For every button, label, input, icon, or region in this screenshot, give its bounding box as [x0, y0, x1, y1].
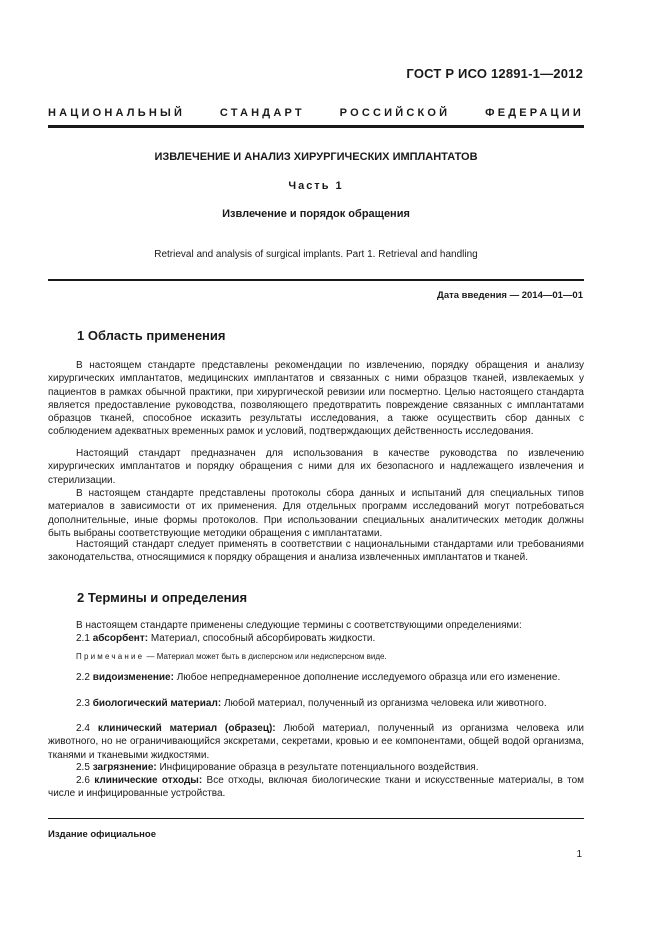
- term: клинические отходы:: [94, 775, 203, 786]
- footer-divider: [48, 818, 584, 819]
- paragraph: В настоящем стандарте представлены рекомендации по извлечению, порядку обращения и анализу хирургических имплантатов, медицинских имплантатов и связанных с ними образцов тканей, извлекаемых у пациентов в рамках обычной практики, при хирургической ревизии или посмертно. Целью настоящего стандарта является предоставление руководства, позволяющего предотвратить повреждение связанных с имплантатами образцов тканей, способное исказить результаты исследования, а также осуществить сбор данных с соблюдением адекватных временных рамок и условий, подтверждающих действенность исследования.: [48, 360, 584, 438]
- definition: Любой материал, полученный из организма человека или животного.: [221, 698, 547, 709]
- term-definition: [48, 632, 584, 645]
- paragraph: В настоящем стандарте применены следующие термины с соответствующими определениями:: [76, 620, 522, 631]
- definition: Все отходы, включая биологические ткани и искусственные материалы, в том числе и инфицированные устройства.: [48, 775, 585, 800]
- standard-code: ГОСТ Р ИСО 12891-1—2012: [406, 66, 583, 81]
- term: абсорбент:: [92, 633, 149, 644]
- edition-label: Издание официальное: [48, 829, 156, 840]
- definition: Любое непреднамеренное дополнение исследуемого образца или его изменение.: [173, 672, 561, 683]
- paragraph: Настоящий стандарт следует применять в соответствии с национальными стандартами или требованиями законодательства, относящимися к порядку обращения и анализа извлеченных имплантатов и тканей.: [48, 539, 584, 564]
- term-number: 2.1: [76, 633, 90, 644]
- term-definition: [48, 697, 584, 710]
- term-definition: [48, 774, 584, 801]
- section-heading: 1 Область применения: [77, 328, 226, 343]
- term-number: 2.3: [76, 698, 90, 709]
- banner-word: НАЦИОНАЛЬНЫЙ: [48, 107, 186, 119]
- term-number: 2.6: [76, 775, 90, 786]
- title-divider: [48, 279, 584, 281]
- note-label: Примечание: [76, 652, 145, 661]
- definition: Инфицирование образца в результате потенциального воздействия.: [156, 762, 479, 773]
- document-title: ИЗВЛЕЧЕНИЕ И АНАЛИЗ ХИРУРГИЧЕСКИХ ИМПЛАНТАТОВ: [154, 151, 478, 163]
- definition: Любой материал, полученный из организма человека или животного, но не ограничивающийся экскретами, секретами, кровью и ее компонентами, общей водой организма, тканями и тканевыми жидкостями.: [48, 723, 585, 761]
- part-label: Часть 1: [288, 180, 344, 192]
- effective-date: Дата введения — 2014—01—01: [437, 290, 583, 301]
- definition: Материал, способный абсорбировать жидкости.: [148, 633, 376, 644]
- term: видоизменение:: [92, 672, 174, 683]
- term: загрязнение:: [92, 762, 157, 773]
- term-definition: [48, 722, 584, 762]
- banner-word: СТАНДАРТ: [219, 107, 305, 119]
- term-number: 2.2: [76, 672, 90, 683]
- term-definition: [48, 671, 584, 684]
- paragraph: Настоящий стандарт предназначен для использования в качестве руководства по извлечению хирургических имплантатов и порядку обращения с ними для их безопасного и надлежащего извлечения и стерилизации.: [48, 448, 584, 486]
- paragraph: В настоящем стандарте представлены протоколы сбора данных и испытаний для специальных типов материалов в зависимости от их применения. Для отдельных программ исследований могут потребоваться дополнительные, иные формы протоколов. При использовании специальных аналитических методик должны быть выбраны соответствующие методики обращения с имплантатами.: [48, 488, 584, 539]
- term: клинический материал (образец):: [97, 723, 276, 734]
- english-title: Retrieval and analysis of surgical implants. Part 1. Retrieval and handling: [154, 249, 478, 260]
- document-subtitle: Извлечение и порядок обращения: [222, 208, 410, 220]
- page-number: 1: [576, 849, 582, 860]
- national-standard-banner: [48, 107, 584, 119]
- banner-word: РОССИЙСКОЙ: [339, 107, 451, 119]
- note: [76, 651, 584, 662]
- note-text: — Материал может быть в дисперсном или недисперсном виде.: [144, 652, 387, 661]
- term-definition: [48, 761, 584, 774]
- banner-word: ФЕДЕРАЦИИ: [485, 107, 584, 119]
- term-number: 2.4: [76, 723, 90, 734]
- header-divider: [48, 125, 584, 128]
- term-number: 2.5: [76, 762, 90, 773]
- term: биологический материал:: [92, 698, 222, 709]
- section-heading: 2 Термины и определения: [77, 590, 248, 605]
